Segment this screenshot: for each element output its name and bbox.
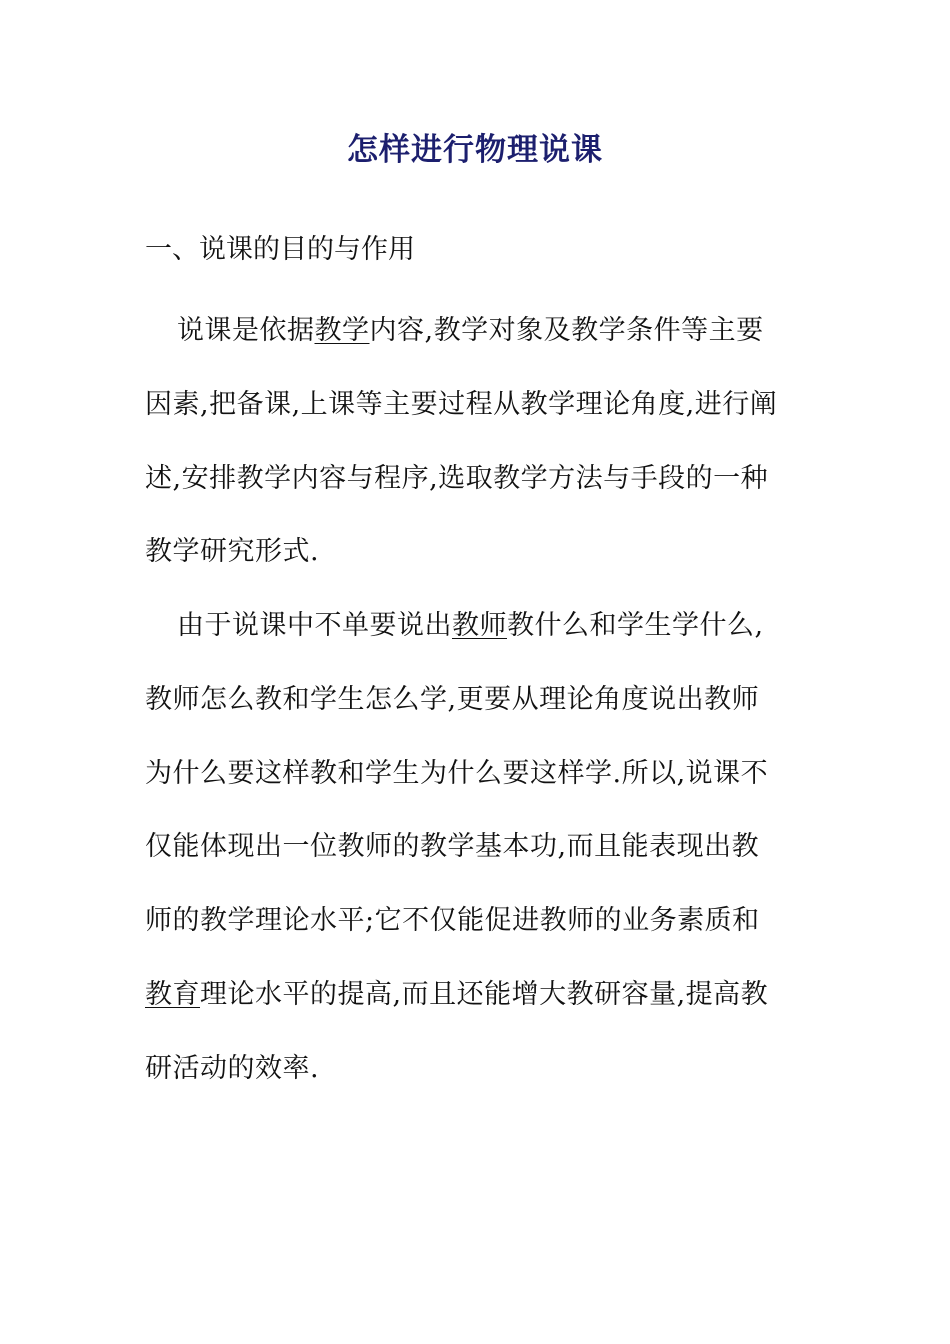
link-jiaoshi[interactable]: 教师 [452,610,507,641]
paragraph-1 [145,294,805,589]
section-heading: 一、说课的目的与作用 [145,234,415,265]
line-text: 说课是依据 [177,315,315,346]
paragraph-line: 因素,把备课,上课等主要过程从教学理论角度,进行阐 [145,388,778,420]
paragraph-line [145,589,805,663]
paragraph-line [145,294,805,368]
paragraph-line: 教师怎么教和学生怎么学,更要从理论角度说出教师 [145,683,760,715]
paragraph-line: 师的教学理论水平;它不仅能促进教师的业务素质和 [145,905,760,937]
document-title: 怎样进行物理说课 [347,132,603,168]
line-text: 由于说课中不单要说出 [177,610,452,641]
paragraph-line [145,958,805,1032]
paragraph-line: 教学研究形式. [145,536,320,568]
link-jiaoyu[interactable]: 教育 [145,978,200,1010]
line-text: 教什么和学生学什么, [507,610,764,641]
paragraph-line: 仅能体现出一位教师的教学基本功,而且能表现出教 [145,831,760,863]
paragraph-2 [145,589,805,1106]
paragraph-line: 为什么要这样教和学生为什么要这样学.所以,说课不 [145,757,769,789]
link-jiaoxue[interactable]: 教学 [314,315,370,346]
paragraph-line: 述,安排教学内容与程序,选取教学方法与手段的一种 [145,462,769,494]
paragraph-line: 研活动的效率. [145,1052,320,1084]
line-text: 内容,教学对象及教学条件等主要 [369,315,764,346]
line-text: 理论水平的提高,而且还能增大教研容量,提高教 [200,978,769,1010]
